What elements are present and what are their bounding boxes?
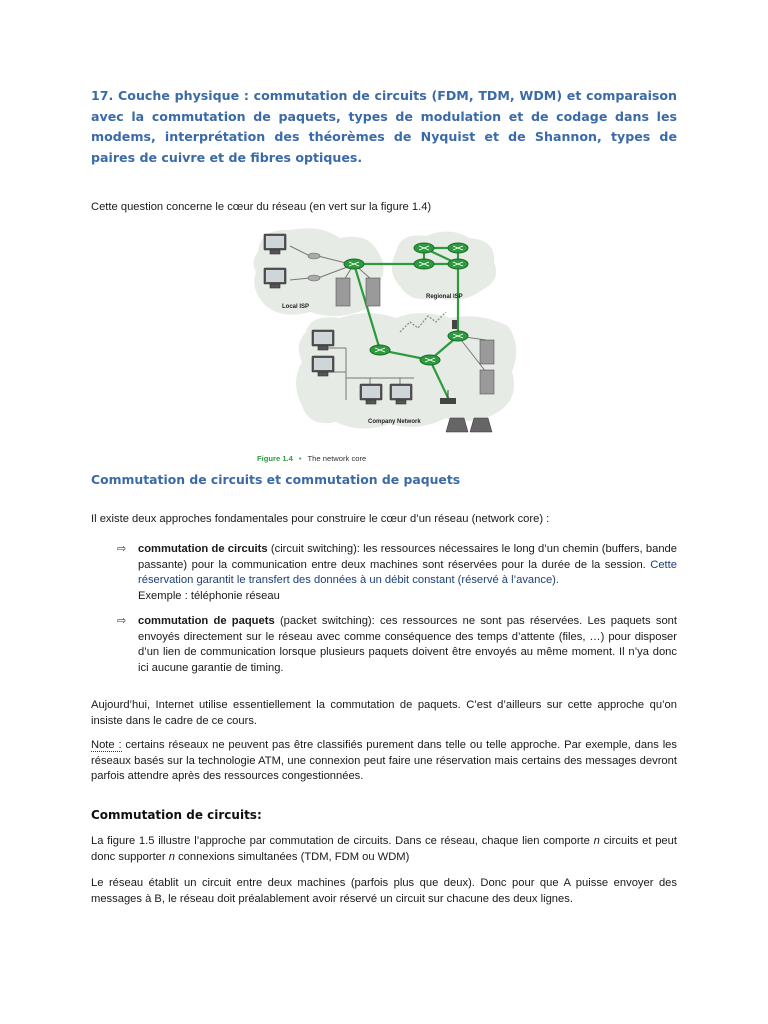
modem-icon [308,253,320,259]
circuit-establish-paragraph: Le réseau établit un circuit entre deux machines (parfois plus que deux). Donc pour que A puisse envoyer des messages à B, le réseau doit préalablement avoir réservé un circuit sur chacune des deux lignes. [91,877,677,905]
question-title: 17. Couche physique : commutation de circuits (FDM, TDM, WDM) et comparaison avec la commutation de paquets, types de modulation et de codage dans les modems, interprétation des théorèmes de Nyquist et de Shannon, types de paires de cuivre et de fibres optiques. [91,88,677,165]
company-network-label: Company Network [368,419,421,425]
figure-15-paragraph: La figure 1.5 illustre l’approche par commutation de circuits. Dans ce réseau, chaque lien comporte n circuits et peut donc supporter n connexions simultanées (TDM, FDM ou WDM) [91,835,677,863]
highlight-text: Cette réservation garantit le transfert des données à un débit constant (réservé à l’avance). [138,558,677,587]
figure-number: Figure 1.4 [257,454,293,463]
example-text: Exemple : téléphonie réseau [138,589,280,602]
figure-caption-text: The network core [307,454,367,463]
laptop-icon [446,418,468,432]
local-isp-label: Local ISP [282,304,310,310]
regional-isp-label: Regional ISP [426,294,463,300]
note-paragraph: Note : certains réseaux ne peuvent pas être classifiés purement dans telle ou telle approche. Par exemple, dans les réseaux basés sur la technologie ATM, une connexion peut faire une réservation mais certains des messages devront parfois attendre après des ressources congestionnées. [91,739,677,783]
intro-paragraph: Cette question concerne le cœur du réseau (en vert sur la figure 1.4) [91,201,432,213]
bullet-packet-switching: ⇨ commutation de paquets (packet switching): ces ressources ne sont pas réservées. Les paquets sont envoyés directement sur le réseau avec comme conséquence des temps d’attente (files, …) pour disposer d’un lien de communication lorsque plusieurs paquets doivent être envoyés au même moment. Il n’ya donc ici aucune garantie de timing. [117,615,678,674]
bullet-term: commutation de circuits [138,543,268,555]
section-heading-circuits: Commutation de circuits: [91,808,262,822]
bullet-term: commutation de paquets [138,615,275,627]
laptop-icon [470,418,492,432]
internet-paragraph: Aujourd’hui, Internet utilise essentiellement la commutation de paquets. C’est d’ailleurs sur cette approche qu’on insiste dans le cadre de ce cours. [91,699,677,727]
phone-icon [452,320,457,329]
server-icon [480,340,494,364]
note-label: Note : [91,739,122,751]
server-icon [366,278,380,306]
regional-isp-cloud [392,231,496,299]
approaches-intro: Il existe deux approches fondamentales pour construire le cœur d’un réseau (network core) : [91,513,550,525]
modem-icon [308,275,320,281]
bullet-circuit-switching: ⇨ commutation de circuits (circuit switching): les ressources nécessaires le long d’un chemin (buffers, bande passante) pour la communication entre deux machines sont réservées pour la durée de la session. Cette réservation garantit le transfert des données à un débit constant (réservé à l’avance). Exemple : téléphonie réseau [117,543,677,602]
section-heading-comparison: Commutation de circuits et commutation de paquets [91,472,461,487]
server-icon [480,370,494,394]
figure-caption: Figure 1.4 • The network core [257,454,367,463]
arrow-bullet-icon: ⇨ [117,615,127,627]
server-icon [336,278,350,306]
base-station-icon [440,398,456,404]
network-core-figure [250,222,520,452]
arrow-bullet-icon: ⇨ [117,543,127,555]
